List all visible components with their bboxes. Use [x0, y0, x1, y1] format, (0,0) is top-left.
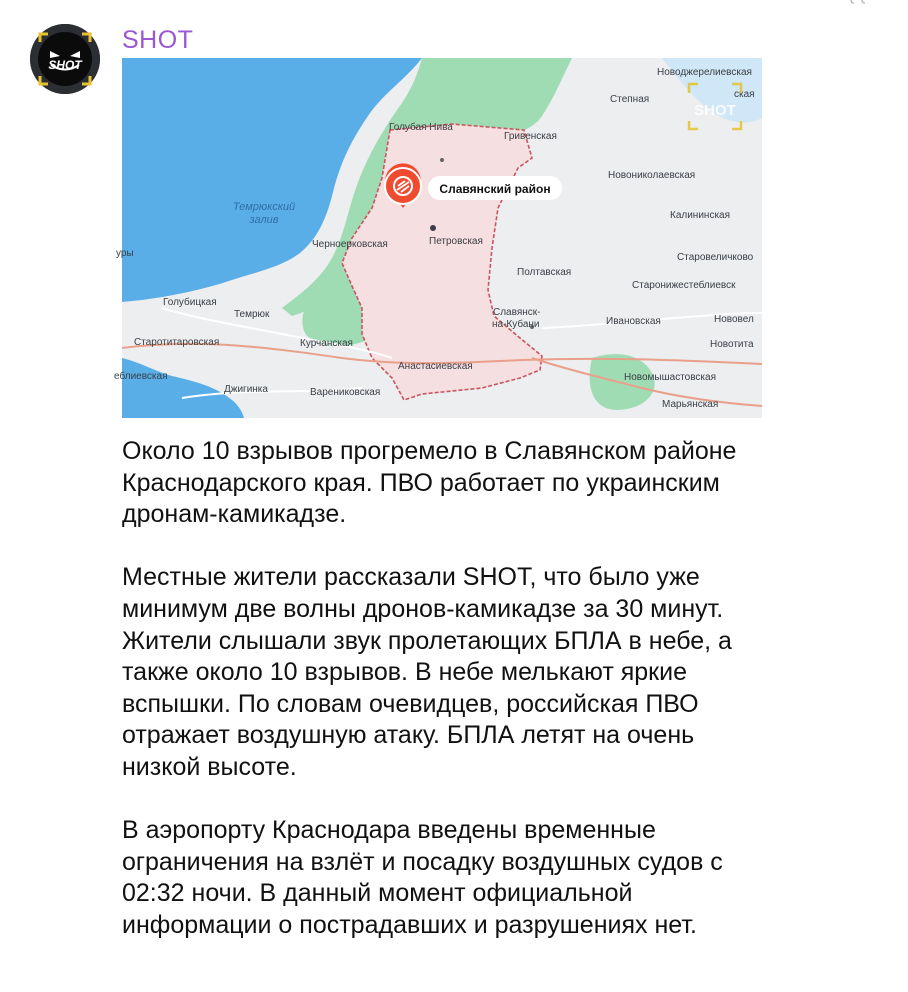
avatar-logo-icon — [30, 24, 100, 94]
map-place-label: на-Кубани — [492, 319, 540, 330]
map-place-label: Голубицкая — [163, 297, 217, 308]
channel-name[interactable]: SHOT — [122, 26, 194, 54]
map-graphic — [114, 58, 762, 418]
map-place-label: Черноерковская — [312, 239, 388, 250]
map-place-label: ская — [734, 89, 755, 100]
map-place-label: Калининская — [670, 210, 731, 221]
map-place-label: Старотитаровская — [134, 337, 220, 348]
map-image[interactable] — [114, 58, 762, 418]
svg-text:SHOT: SHOT — [48, 58, 82, 72]
map-place-label: еблиевская — [114, 371, 168, 382]
map-place-label: Голубая Нива — [389, 122, 453, 133]
corner-icon — [850, 0, 868, 4]
map-place-label: Полтавская — [517, 267, 572, 278]
map-place-label: Старонижестеблиевск — [632, 280, 736, 291]
map-place-label: Новоджерелиевская — [657, 67, 752, 78]
channel-avatar[interactable] — [30, 24, 100, 94]
map-place-label: Старовеличково — [677, 252, 754, 263]
map-place-label: Темрюк — [234, 309, 270, 320]
map-place-label: Джигинка — [224, 384, 268, 395]
map-water-label-1: Темрюкский — [232, 201, 296, 213]
map-place-label: Петровская — [429, 236, 483, 247]
map-place-label: Славянск- — [493, 307, 541, 318]
map-place-label: Степная — [610, 94, 650, 105]
marker-label: Славянский район — [439, 182, 551, 196]
map-place-label: Ивановская — [606, 316, 661, 327]
map-place-label: Варениковская — [310, 387, 381, 398]
map-place-label: Марьянская — [662, 399, 719, 410]
svg-text:SHOT: SHOT — [694, 102, 736, 119]
map-water-label-2: залив — [249, 214, 279, 226]
map-place-label: Новотита — [710, 339, 754, 350]
map-place-label: Анастасиевская — [398, 361, 473, 372]
post-text: Около 10 взрывов прогремело в Славянском районе Краснодарского края. ПВО работает по украинским дронам-камикадзе. Местные жители рассказали SHOT, что было уже минимум две волны дронов-камикадзе за 30 минут. Жители слышали звук пролетающих БПЛА в небе, а также около 10 взрывов. В небе мелькают яркие вспышки. По словам очевидцев, российская ПВО отражает воздушную атаку. БПЛА летят на очень низкой высоте. В аэропорту Краснодара введены временные ограничения на взлёт и посадку воздушных судов с 02:32 ночи. В данный момент официальной информации о пострадавших и разрушениях нет. — [122, 437, 737, 939]
map-place-label: Новомышастовская — [624, 372, 716, 383]
map-place-label: Курчанская — [300, 338, 353, 349]
map-place-label: уры — [116, 248, 134, 259]
map-place-label: Нововел — [714, 314, 754, 325]
map-place-label: Гривенская — [504, 131, 557, 142]
map-place-label: Новониколаевская — [608, 170, 696, 181]
